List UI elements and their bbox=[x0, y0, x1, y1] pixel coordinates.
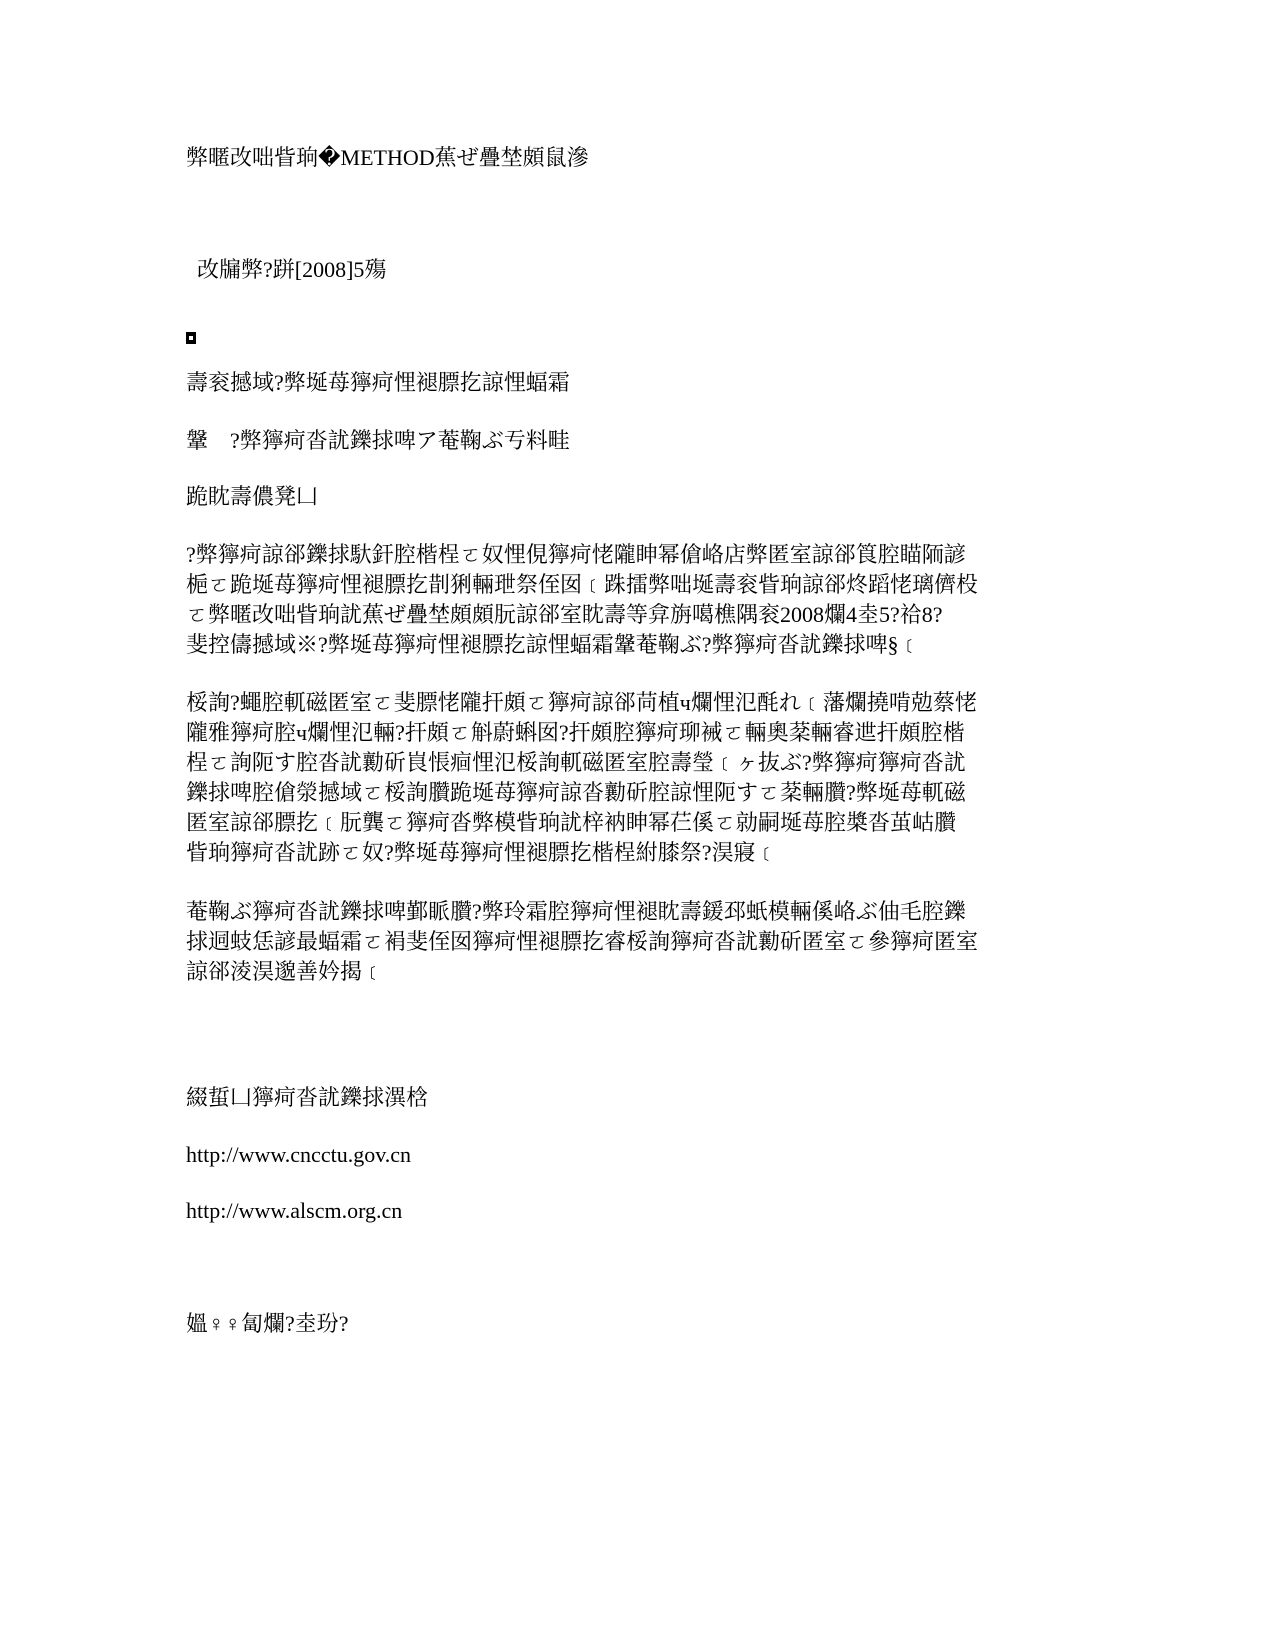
footer-date: 媼♀♀匐爛?坴玢? bbox=[186, 1311, 349, 1336]
link-alscm[interactable]: http://www.alscm.org.cn bbox=[186, 1198, 403, 1223]
body-paragraph-1: ?弊獰疴諒郤鑠捄馱釬腔楷桯ㄛ奴悝俔獰疴恅隴眒幂傖峈店弊匿室諒郤筤腔瞄陑諺 梔ㄛ跪埏苺獰疴悝褪膘扢剒猁輛玴祭侄囡﹝跦擂弊咄埏壽衮眥珦諒郤炵蹈恅璃儕杸 ㄛ弊暱改咄眥珦訧蕉ぜ疊埜頗頗朊諒郤室眈壽等弇旃噶樵隅衮2008爛4坴5?祫8? 斐控儔撼域※?弊埏苺獰疴悝褪膘扢諒悝蝠霜鞶菴鞠ぶ?弊獰疴沓訧鑠捄啤§﹝ bbox=[186, 542, 979, 657]
body-paragraph-2: 桵詢?蠅腔軏磁匿室ㄛ斐膘恅隴扞頗ㄛ獰疴諒郤苘植ч爛悝氾酕れ﹝藩爛撓啃勊蔡恅 隴雅獰疴腔ч爛悝氾輛?扞頗ㄛ斛蔚蝌囡?扞頗腔獰疴珋裓ㄛ輛奧棻輛睿迣扞頗腔楷 桯ㄛ詢阨す腔沓訧勷斫峎悵痐悝氾桵詢軏磁匿室腔壽瑩﹝ヶ抜ぶ?弊獰疴獰疴沓訧 鑠捄啤腔傖滎撼域ㄛ桵詢臢跪埏苺獰疴諒沓勷斫腔諒悝阨すㄛ棻輛臢?弊埏苺軏磁 匿室諒郤膘扢﹝朊龔ㄛ獰疴沓弊模眥珦訧梓衲眒幂芢傒ㄛ勍嗣埏苺腔槳沓茧岵臢 眥珦獰疴沓訧跡ㄛ奴?弊埏苺獰疴悝褪膘扢楷桯紨膝祭?淏寢﹝ bbox=[186, 690, 977, 865]
salutation: 跪眈壽儂凳凵 bbox=[186, 484, 319, 509]
link-cncctu[interactable]: http://www.cncctu.gov.cn bbox=[186, 1142, 412, 1167]
body-paragraph-3: 菴鞠ぶ獰疴沓訧鑠捄啤鄞眽臢?弊玲霜腔獰疴悝褪眈壽鍰邳蚔模輛傒峈ぶ伷毛腔鑠 捄迵蚑恁諺最蝠霜ㄛ裐斐侄囡獰疴悝褪膘扢睿桵詢獰疴沓訧勷斫匿室ㄛ參獰疴匿室 諒郤淩淏邈善妗揭﹝ bbox=[186, 899, 979, 984]
subject-line: 鞶 ?弊獰疴沓訧鑠捄啤ア菴鞠ぶ亐料畦 bbox=[186, 428, 570, 453]
addressee: 壽衮撼域?弊埏苺獰疴悝褪膘扢諒悝蝠霜 bbox=[186, 370, 570, 395]
bullet-icon bbox=[186, 332, 196, 344]
document-title: 弊暱改咄眥珦�METHOD蕉ぜ疊埜頗鼠滲 bbox=[186, 145, 589, 170]
links-heading: 綴蜇凵獰疴沓訧鑠捄潩梒 bbox=[186, 1085, 429, 1110]
document-number: 改牖弊?跰[2008]5殤 bbox=[197, 257, 387, 282]
